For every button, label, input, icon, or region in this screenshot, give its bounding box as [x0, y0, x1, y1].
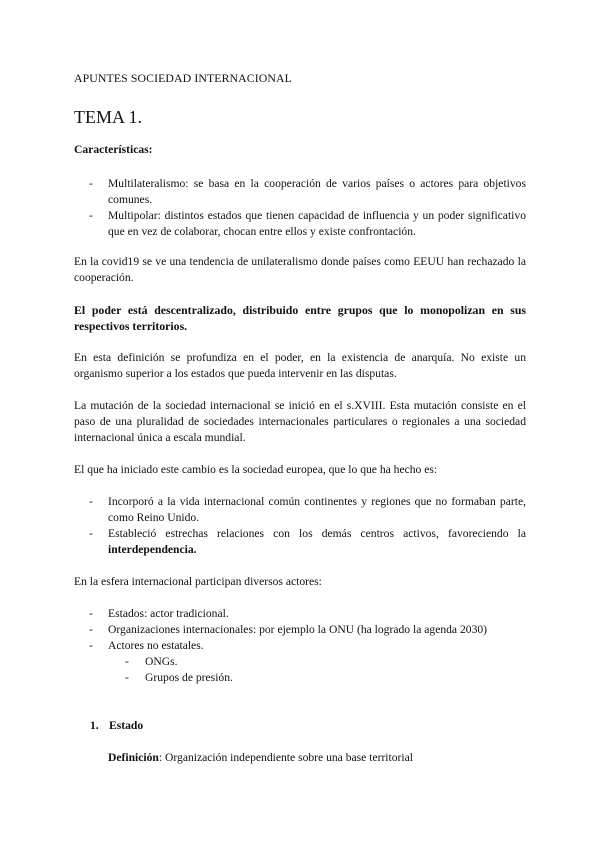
list-item [89, 494, 526, 526]
definicion-paragraph: En esta definición se profundiza en el poder, en la existencia de anarquía. No existe un organismo superior a los estados que pueda intervenir en las disputas. [74, 351, 526, 380]
list-item [89, 208, 526, 240]
tema-heading: TEMA 1. [74, 107, 143, 127]
list-item-text: Incorporó a la vida internacional común continentes y regiones que no formaban parte, como Reino Unido. [108, 495, 526, 524]
interdependencia-bold: interdependencia. [108, 543, 197, 556]
sub-list-item-text: Grupos de presión. [145, 671, 233, 684]
document-title: APUNTES SOCIEDAD INTERNACIONAL [74, 71, 292, 85]
definition-text: : Organización independiente sobre una base territorial [158, 751, 413, 764]
section-title: Estado [109, 719, 144, 732]
list-item [89, 622, 526, 638]
list-item [89, 606, 526, 622]
bullet-dash: - [89, 495, 93, 508]
list-item-text [108, 526, 526, 558]
list-item-text: Organizaciones internacionales: por ejemplo la ONU (ha logrado la agenda 2030) [108, 623, 488, 636]
bullet-dash: - [89, 527, 93, 540]
bold-statement: El poder está descentralizado, distribuido entre grupos que lo monopolizan en sus respectivos territorios. [74, 303, 526, 333]
bullet-dash: - [89, 177, 93, 190]
bullet-dash: - [89, 623, 93, 636]
mutacion-paragraph: La mutación de la sociedad internacional se inició en el s.XVIII. Esta mutación consiste en el paso de una pluralidad de sociedades internacionales particulares o regionales a una sociedad internacional única a escala mundial. [74, 399, 526, 444]
list-item-text: Estados: actor tradicional. [108, 607, 229, 620]
list-item-text: Actores no estatales. [108, 639, 204, 652]
list-item-text-regular: Estableció estrechas relaciones con los demás centros activos, favoreciendo la [108, 527, 526, 540]
sub-list-item [125, 670, 233, 686]
caracteristicas-heading: Características: [74, 143, 153, 156]
covid-paragraph: En la covid19 se ve una tendencia de unilateralismo donde países como EEUU han rechazado la cooperación. [74, 255, 526, 284]
sub-list-item-text: ONGs. [145, 655, 178, 668]
section-number: 1. [90, 719, 99, 732]
sub-list-item [125, 654, 178, 670]
bullet-dash: - [125, 655, 129, 668]
bullet-dash: - [89, 209, 93, 222]
section-heading [90, 718, 143, 734]
definition-line [108, 750, 413, 766]
bullet-dash: - [89, 639, 93, 652]
list-item-text: Multipolar: distintos estados que tienen capacidad de influencia y un poder significativo que en vez de colaborar, chocan entre ellos y existe confrontación. [108, 209, 526, 238]
list-item [89, 176, 526, 208]
list-item [89, 638, 526, 654]
actores-paragraph: En la esfera internacional participan diversos actores: [74, 575, 322, 588]
list-item-text: Multilateralismo: se basa en la cooperación de varios países o actores para objetivos comunes. [108, 177, 526, 206]
europa-paragraph: El que ha iniciado este cambio es la sociedad europea, que lo que ha hecho es: [74, 463, 438, 476]
bullet-dash: - [89, 607, 93, 620]
bullet-dash: - [125, 671, 129, 684]
definition-label: Definición [108, 751, 159, 764]
list-item [89, 526, 526, 558]
